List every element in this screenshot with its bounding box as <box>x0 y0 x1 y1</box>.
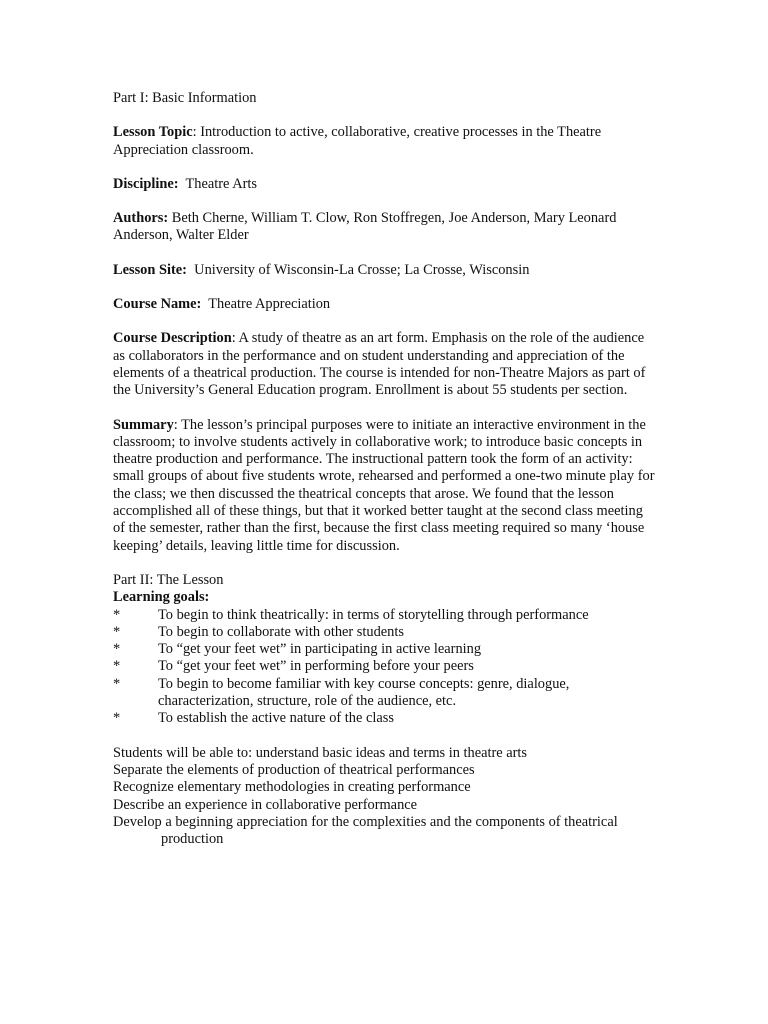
student-outcomes <box>113 745 658 849</box>
discipline-value: Theatre Arts <box>185 175 258 192</box>
discipline <box>113 176 658 193</box>
lesson-topic-label: Lesson Topic <box>113 124 193 141</box>
list-item: * To “get your feet wet” in participating in active learning <box>113 641 482 658</box>
lesson-topic <box>113 124 658 159</box>
learning-goals-heading: Learning goals: <box>113 589 210 606</box>
course-name-value: Theatre Appreciation <box>208 296 331 313</box>
list-item: * To “get your feet wet” in performing before your peers <box>113 658 474 675</box>
outcome-line: Separate the elements of production of theatrical performances <box>113 761 475 778</box>
course-name-label: Course Name: <box>113 296 202 313</box>
bullet-asterisk: * <box>113 710 121 727</box>
part1-title: Part I: Basic Information <box>113 90 257 106</box>
outcome-continuation: production <box>161 831 224 848</box>
outcome-line: Describe an experience in collaborative performance <box>113 796 418 813</box>
authors <box>113 210 658 245</box>
course-description-label: Course Description <box>113 330 232 347</box>
course-description-value: : A study of theatre as an art form. Emphasis on the role of the audience as collaborators in the performance and on student understanding and appreciation of the elements of a theatrical production. The course is intended for non-Theatre Majors as part of the University’s General Education program. Enrollment is about 55 students per section. <box>113 330 646 399</box>
lesson-topic-value: : Introduction to active, collaborative, creative processes in the Theatre Appreciation classroom. <box>113 124 602 158</box>
bullet-asterisk: * <box>113 606 121 623</box>
list-item: * To establish the active nature of the class <box>113 710 394 727</box>
list-item: * To begin to collaborate with other students <box>113 623 404 640</box>
lesson-site <box>113 262 658 279</box>
bullet-asterisk: * <box>113 641 121 658</box>
bullet-asterisk: * <box>113 623 121 640</box>
lesson-site-value: University of Wisconsin-La Crosse; La Crosse, Wisconsin <box>194 261 530 278</box>
summary <box>113 417 658 555</box>
course-description <box>113 330 658 399</box>
authors-label: Authors: <box>113 210 169 227</box>
discipline-label: Discipline: <box>113 175 179 192</box>
bullet-asterisk: * <box>113 658 121 675</box>
authors-value: Beth Cherne, William T. Clow, Ron Stoffregen, Joe Anderson, Mary Leonard Anderson, Walter Elder <box>113 210 617 244</box>
lesson-site-label: Lesson Site: <box>113 261 187 278</box>
list-item: * To begin to think theatrically: in terms of storytelling through performance <box>113 606 589 623</box>
outcome-line: Develop a beginning appreciation for the complexities and the components of theatrical <box>113 813 618 830</box>
learning-goals-list <box>113 607 658 728</box>
document-body <box>113 90 658 848</box>
outcome-line: Students will be able to: understand basic ideas and terms in theatre arts <box>113 744 528 761</box>
course-name <box>113 296 658 313</box>
part2-title: Part II: The Lesson <box>113 571 224 588</box>
bullet-asterisk: * <box>113 675 121 692</box>
summary-value: : The lesson’s principal purposes were to initiate an interactive environment in the classroom; to involve students actively in collaborative work; to introduce basic concepts in theatre production and performance. The instructional pattern took the form of an activity: small groups of about five students wrote, rehearsed and performed a one-two minute play for the class; we then discussed the theatrical concepts that arose. We found that the lesson accomplished all of these things, but that it worked better taught at the second class meeting of the semester, rather than the first, because the first class meeting required so many ‘house keeping’ details, leaving little time for discussion. <box>113 416 655 554</box>
list-item: * To begin to become familiar with key course concepts: genre, dialogue, characterization, structure, role of the audience, etc. <box>113 675 570 710</box>
summary-label: Summary <box>113 416 174 433</box>
outcome-line: Recognize elementary methodologies in creating performance <box>113 779 471 796</box>
